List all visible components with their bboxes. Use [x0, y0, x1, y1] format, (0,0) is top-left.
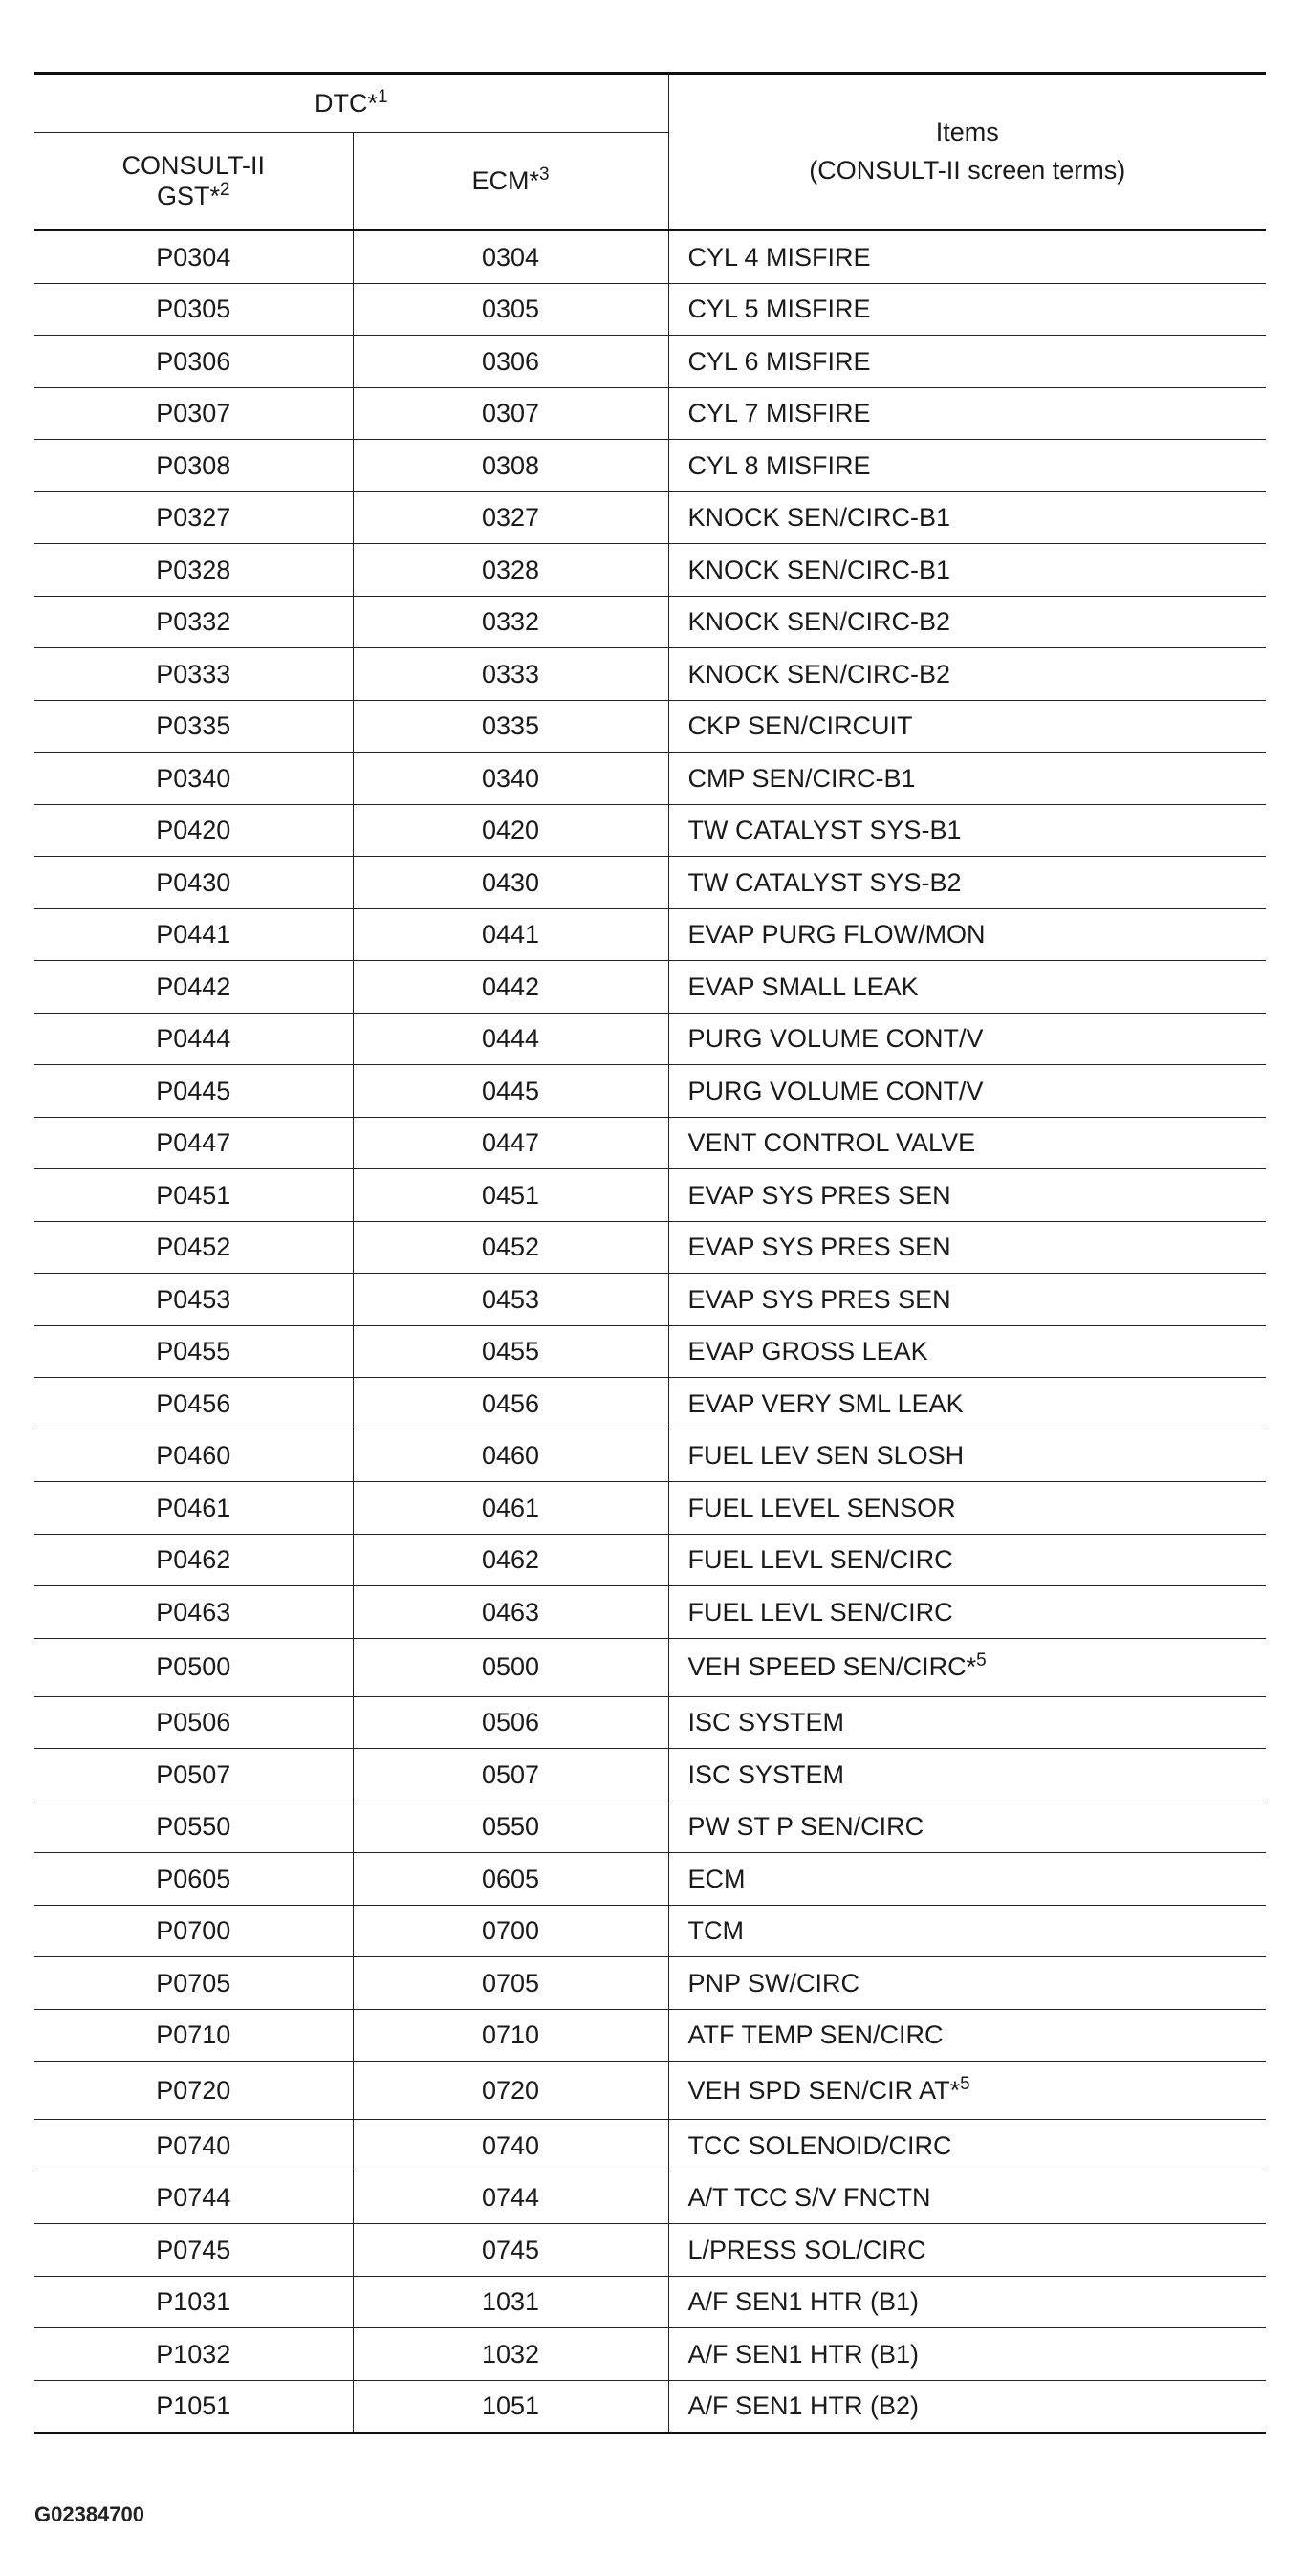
table-row [34, 1430, 1266, 1482]
item-cell [668, 804, 1266, 857]
header-row-1 [34, 74, 1266, 133]
item-label: CYL 6 MISFIRE [687, 346, 871, 376]
table-row [34, 387, 1266, 440]
table-row [34, 804, 1266, 857]
item-cell [668, 2062, 1266, 2120]
item-cell [668, 1430, 1266, 1482]
item-label: ISC SYSTEM [687, 1759, 845, 1789]
table-row [34, 544, 1266, 597]
dtc-code-cell: P0305 [34, 283, 353, 336]
ecm-code-cell: 0744 [353, 2172, 668, 2224]
item-label: KNOCK SEN/CIRC-B1 [687, 503, 951, 533]
dtc-code-cell: P0461 [34, 1482, 353, 1535]
table-row [34, 753, 1266, 805]
footnote-marker: 3 [538, 164, 550, 185]
ecm-code-cell: 0705 [353, 1957, 668, 2010]
dtc-code-cell: P0455 [34, 1325, 353, 1378]
dtc-group-header: DTC*$^1$ [34, 74, 668, 133]
dtc-code-cell: P0745 [34, 2224, 353, 2277]
table-row [34, 857, 1266, 909]
ecm-code-cell: 1031 [353, 2276, 668, 2328]
dtc-code-cell: P0700 [34, 1905, 353, 1957]
item-label: TW CATALYST SYS-B2 [687, 867, 962, 897]
item-label: EVAP PURG FLOW/MON [687, 920, 986, 950]
item-cell [668, 961, 1266, 1014]
item-label: ECM [687, 1864, 746, 1893]
item-label: FUEL LEVL SEN/CIRC [687, 1597, 953, 1626]
ecm-code-cell: 0500 [353, 1638, 668, 1696]
item-label: CMP SEN/CIRC-B1 [687, 763, 916, 793]
ecm-code-cell: 0451 [353, 1169, 668, 1222]
table-row [34, 336, 1266, 388]
ecm-code-cell: 0305 [353, 283, 668, 336]
dtc-code-cell: P0453 [34, 1274, 353, 1326]
item-cell [668, 491, 1266, 544]
item-cell [668, 1274, 1266, 1326]
dtc-code-cell: P0335 [34, 700, 353, 753]
dtc-code-cell: P1051 [34, 2380, 353, 2434]
dtc-code-cell: P0460 [34, 1430, 353, 1482]
item-label: ATF TEMP SEN/CIRC [687, 2020, 944, 2050]
dtc-code-cell: P0420 [34, 804, 353, 857]
dtc-code-cell: P0340 [34, 753, 353, 805]
item-cell [668, 1638, 1266, 1696]
item-cell [668, 1117, 1266, 1169]
table-row [34, 1853, 1266, 1906]
dtc-code-cell: P0550 [34, 1801, 353, 1853]
consult-gst-column-header: CONSULT-II GST*$^2$ [34, 133, 353, 230]
item-label: A/F SEN1 HTR (B2) [687, 2391, 920, 2421]
ecm-code-cell: 0304 [353, 230, 668, 284]
ecm-code-cell: 0420 [353, 804, 668, 857]
table-row [34, 1905, 1266, 1957]
ecm-code-cell: 0605 [353, 1853, 668, 1906]
table-body [34, 230, 1266, 2434]
ecm-code-cell: 0441 [353, 908, 668, 961]
table-row [34, 440, 1266, 492]
ecm-code-cell: 0444 [353, 1013, 668, 1065]
item-label: A/F SEN1 HTR (B1) [687, 2287, 920, 2317]
ecm-code-cell: 0455 [353, 1325, 668, 1378]
dtc-code-cell: P0456 [34, 1378, 353, 1430]
dtc-code-cell: P0308 [34, 440, 353, 492]
ecm-code-cell: 0332 [353, 596, 668, 648]
table-row [34, 1638, 1266, 1696]
dtc-code-cell: P0452 [34, 1221, 353, 1274]
footnote-marker: 2 [219, 180, 230, 200]
item-cell [668, 283, 1266, 336]
ecm-code-cell: 0460 [353, 1430, 668, 1482]
dtc-code-cell: P0463 [34, 1586, 353, 1639]
dtc-code-cell: P0306 [34, 336, 353, 388]
ecm-code-cell: 0720 [353, 2062, 668, 2120]
ecm-code-cell: 0308 [353, 440, 668, 492]
item-label: FUEL LEVL SEN/CIRC [687, 1545, 953, 1575]
item-label: CYL 8 MISFIRE [687, 450, 871, 480]
item-label: CYL 4 MISFIRE [687, 242, 871, 272]
table-row [34, 2328, 1266, 2381]
ecm-code-cell: 0447 [353, 1117, 668, 1169]
item-label: EVAP SYS PRES SEN [687, 1233, 951, 1262]
item-label: ISC SYSTEM [687, 1708, 845, 1737]
dtc-code-cell: P0740 [34, 2120, 353, 2172]
item-cell [668, 1169, 1266, 1222]
item-label: CYL 5 MISFIRE [687, 295, 871, 324]
table-row [34, 1274, 1266, 1326]
ecm-code-cell: 0452 [353, 1221, 668, 1274]
item-label: CYL 7 MISFIRE [687, 399, 871, 428]
item-cell [668, 648, 1266, 701]
ecm-code-cell: 0453 [353, 1274, 668, 1326]
ecm-code-cell: 0328 [353, 544, 668, 597]
item-label: FUEL LEVEL SENSOR [687, 1493, 956, 1522]
ecm-column-header: ECM*$^3$ [353, 133, 668, 230]
item-cell [668, 1482, 1266, 1535]
item-cell [668, 1325, 1266, 1378]
item-label: EVAP SYS PRES SEN [687, 1180, 951, 1210]
item-cell [668, 700, 1266, 753]
dtc-code-cell: P0444 [34, 1013, 353, 1065]
footnote-marker: 5 [976, 1650, 987, 1671]
table-row [34, 1586, 1266, 1639]
item-label: CKP SEN/CIRCUIT [687, 711, 913, 741]
item-label: PURG VOLUME CONT/V [687, 1024, 984, 1054]
table-header [34, 74, 1266, 230]
ecm-code-cell: 0462 [353, 1534, 668, 1586]
item-label: A/F SEN1 HTR (B1) [687, 2339, 920, 2369]
item-label: EVAP VERY SML LEAK [687, 1388, 964, 1418]
ecm-code-cell: 0307 [353, 387, 668, 440]
ecm-code-cell: 0745 [353, 2224, 668, 2277]
dtc-code-cell: P0451 [34, 1169, 353, 1222]
table-row [34, 2062, 1266, 2120]
dtc-code-cell: P1032 [34, 2328, 353, 2381]
ecm-code-cell: 0306 [353, 336, 668, 388]
figure-id: G02384700 [34, 2502, 144, 2526]
item-cell [668, 1534, 1266, 1586]
table-row [34, 1325, 1266, 1378]
item-cell [668, 2328, 1266, 2381]
item-label: VEH SPEED SEN/CIRC* [687, 1652, 977, 1682]
ecm-code-cell: 0461 [353, 1482, 668, 1535]
table-row [34, 700, 1266, 753]
dtc-code-cell: P0705 [34, 1957, 353, 2010]
item-label: TW CATALYST SYS-B1 [687, 816, 962, 845]
footnote-marker: 5 [960, 2073, 970, 2094]
item-cell [668, 1013, 1266, 1065]
item-cell [668, 2120, 1266, 2172]
dtc-code-cell: P0507 [34, 1749, 353, 1801]
item-label: PNP SW/CIRC [687, 1968, 860, 1997]
item-cell [668, 2380, 1266, 2434]
table-row [34, 1013, 1266, 1065]
item-label: KNOCK SEN/CIRC-B1 [687, 555, 951, 584]
dtc-code-cell: P0442 [34, 961, 353, 1014]
ecm-code-cell: 0550 [353, 1801, 668, 1853]
dtc-code-cell: P0500 [34, 1638, 353, 1696]
dtc-code-cell: P1031 [34, 2276, 353, 2328]
ecm-code-cell: 0442 [353, 961, 668, 1014]
dtc-code-cell: P0430 [34, 857, 353, 909]
dtc-code-cell: P0506 [34, 1696, 353, 1749]
item-cell [668, 1749, 1266, 1801]
item-cell [668, 1065, 1266, 1118]
item-cell [668, 2224, 1266, 2277]
footnote-marker: 1 [377, 86, 388, 107]
item-label: L/PRESS SOL/CIRC [687, 2235, 926, 2264]
ecm-code-cell: 1032 [353, 2328, 668, 2381]
item-cell [668, 1957, 1266, 2010]
table-row [34, 1801, 1266, 1853]
item-cell [668, 440, 1266, 492]
table-row [34, 2120, 1266, 2172]
dtc-code-cell: P0304 [34, 230, 353, 284]
table-row [34, 2009, 1266, 2062]
dtc-code-cell: P0307 [34, 387, 353, 440]
item-cell [668, 2276, 1266, 2328]
dtc-code-cell: P0720 [34, 2062, 353, 2120]
item-label: PURG VOLUME CONT/V [687, 1076, 984, 1105]
dtc-code-cell: P0445 [34, 1065, 353, 1118]
table-row [34, 2276, 1266, 2328]
item-label: EVAP GROSS LEAK [687, 1337, 928, 1366]
table-row [34, 283, 1266, 336]
dtc-code-cell: P0462 [34, 1534, 353, 1586]
item-label: FUEL LEV SEN SLOSH [687, 1441, 965, 1471]
table-row [34, 1696, 1266, 1749]
table-row [34, 1749, 1266, 1801]
table-row [34, 1378, 1266, 1430]
ecm-code-cell: 0710 [353, 2009, 668, 2062]
dtc-code-cell: P0327 [34, 491, 353, 544]
item-cell [668, 1378, 1266, 1430]
item-cell [668, 336, 1266, 388]
item-cell [668, 1696, 1266, 1749]
item-cell [668, 1801, 1266, 1853]
item-label: TCC SOLENOID/CIRC [687, 2130, 952, 2160]
ecm-code-cell: 0456 [353, 1378, 668, 1430]
table-row [34, 596, 1266, 648]
ecm-code-cell: 0340 [353, 753, 668, 805]
item-label: VENT CONTROL VALVE [687, 1128, 976, 1158]
dtc-code-cell: P0744 [34, 2172, 353, 2224]
item-cell [668, 230, 1266, 284]
dtc-code-cell: P0605 [34, 1853, 353, 1906]
item-label: TCM [687, 1916, 744, 1946]
item-cell [668, 387, 1266, 440]
item-cell [668, 2009, 1266, 2062]
item-cell [668, 1905, 1266, 1957]
table-row [34, 648, 1266, 701]
table-row [34, 1065, 1266, 1118]
item-cell [668, 1853, 1266, 1906]
table-row [34, 908, 1266, 961]
table-row [34, 230, 1266, 284]
dtc-code-cell: P0447 [34, 1117, 353, 1169]
item-cell [668, 753, 1266, 805]
ecm-code-cell: 0445 [353, 1065, 668, 1118]
item-label: KNOCK SEN/CIRC-B2 [687, 659, 951, 688]
ecm-code-cell: 0335 [353, 700, 668, 753]
ecm-code-cell: 0740 [353, 2120, 668, 2172]
item-cell [668, 544, 1266, 597]
table-row [34, 1221, 1266, 1274]
table-row [34, 1957, 1266, 2010]
dtc-table [34, 72, 1266, 2434]
item-label: EVAP SMALL LEAK [687, 971, 919, 1001]
ecm-code-cell: 0507 [353, 1749, 668, 1801]
item-cell [668, 1586, 1266, 1639]
table-row [34, 1482, 1266, 1535]
table-row [34, 1117, 1266, 1169]
item-cell [668, 908, 1266, 961]
dtc-code-cell: P0441 [34, 908, 353, 961]
item-cell [668, 857, 1266, 909]
ecm-code-cell: 0333 [353, 648, 668, 701]
ecm-code-cell: 0430 [353, 857, 668, 909]
ecm-code-cell: 0327 [353, 491, 668, 544]
item-cell [668, 596, 1266, 648]
ecm-code-cell: 0506 [353, 1696, 668, 1749]
table-row [34, 961, 1266, 1014]
item-label: PW ST P SEN/CIRC [687, 1812, 924, 1842]
dtc-code-cell: P0328 [34, 544, 353, 597]
dtc-code-cell: P0333 [34, 648, 353, 701]
table-row [34, 2224, 1266, 2277]
table-row [34, 2380, 1266, 2434]
item-label: KNOCK SEN/CIRC-B2 [687, 607, 951, 637]
item-cell [668, 2172, 1266, 2224]
ecm-code-cell: 0700 [353, 1905, 668, 1957]
dtc-code-cell: P0332 [34, 596, 353, 648]
item-label: VEH SPD SEN/CIR AT* [687, 2075, 961, 2105]
item-label: EVAP SYS PRES SEN [687, 1284, 951, 1314]
table-row [34, 1169, 1266, 1222]
ecm-code-cell: 0463 [353, 1586, 668, 1639]
dtc-code-cell: P0710 [34, 2009, 353, 2062]
item-label: A/T TCC S/V FNCTN [687, 2183, 931, 2213]
items-column-header: Items (CONSULT-II screen terms) [668, 74, 1266, 230]
dtc-document [34, 72, 1266, 2434]
table-row [34, 1534, 1266, 1586]
table-row [34, 2172, 1266, 2224]
table-row [34, 491, 1266, 544]
ecm-code-cell: 1051 [353, 2380, 668, 2434]
item-cell [668, 1221, 1266, 1274]
